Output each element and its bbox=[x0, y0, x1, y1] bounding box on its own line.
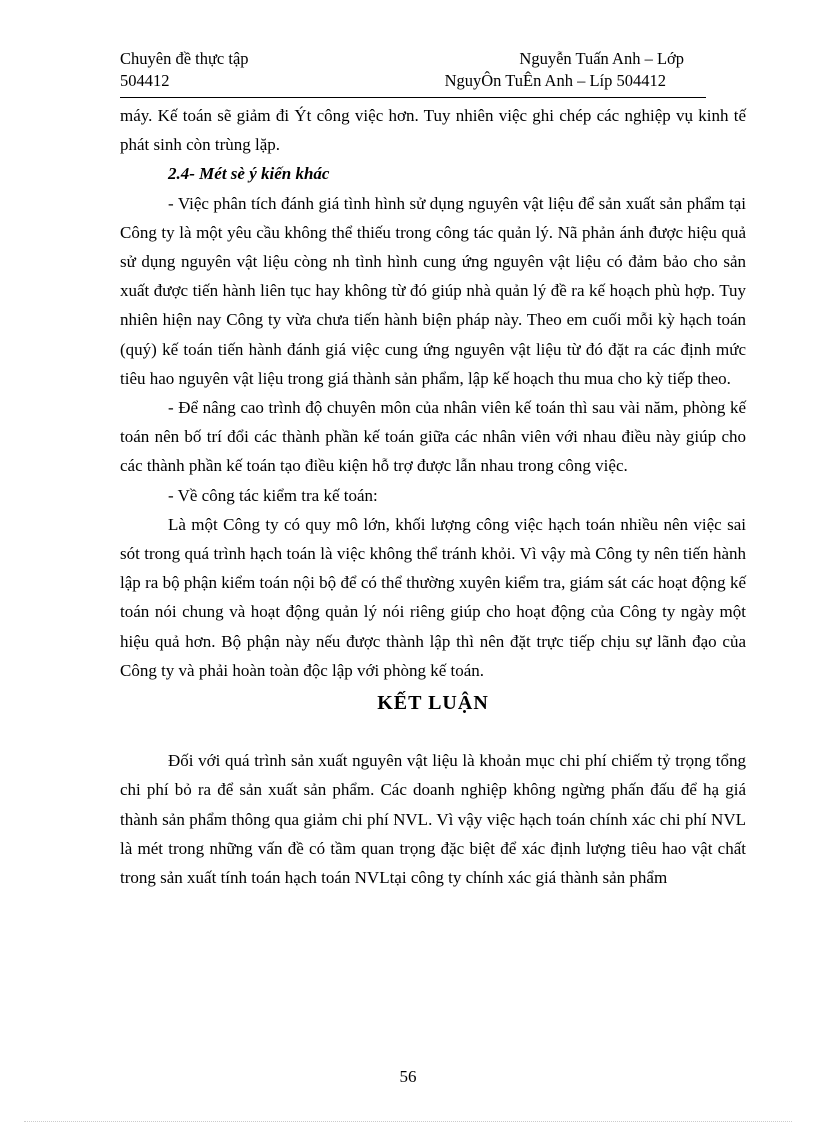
paragraph-material-analysis: - Việc phân tích đánh giá tình hình sử dụng nguyên vật liệu để sản xuất sản phẩm tại Công ty là một yêu cầu không thể thiếu trong công tác quản lý. Nã phản ánh được hiệu quả sử dụng nguyên vật liệu còng nh tình hình cung ứng nguyên vật liệu có đảm bảo cho sản xuất được tiến hành liên tục hay không từ đó giúp nhà quản lý đề ra kế hoạch phù hợp. Tuy nhiên hiện nay Công ty vừa chưa tiến hành biện pháp này. Theo em cuối mỗi kỳ hạch toán (quý) kế toán tiến hành đánh giá việc cung ứng nguyên vật liệu từ đó đặt ra các định mức tiêu hao nguyên vật liệu trong giá thành sản phẩm, lập kế hoạch thu mua cho kỳ tiếp theo. bbox=[120, 193, 746, 388]
header-right-line1: Nguyễn Tuấn Anh – Lớp bbox=[519, 49, 684, 68]
paragraph-internal-audit: Là một Công ty có quy mô lớn, khối lượng công việc hạch toán nhiều nên việc sai sót trong quá trình hạch toán là việc không thể tránh khỏi. Vì vậy mà Công ty nên tiến hành lập ra bộ phận kiểm toán nội bộ để có thể thường xuyên kiểm tra, giám sát các hoạt động kế toán nói chung và hoạt động quản lý nói riêng giúp cho hoạt động của Công ty ngày một hiệu quả hơn. Bộ phận này nếu được thành lập thì nên đặt trực tiếp chịu sự lãnh đạo của Công ty và phải hoàn toàn độc lập với phòng kế toán. bbox=[120, 514, 746, 680]
header-left-line1: Chuyên đề thực tập bbox=[120, 49, 249, 68]
page-header bbox=[120, 48, 706, 92]
header-divider bbox=[120, 97, 706, 98]
page-number: 56 bbox=[399, 1067, 417, 1086]
section-heading: 2.4- Mét sè ý kiến khác bbox=[168, 164, 330, 184]
paragraph-audit-intro: - Về công tác kiểm tra kế toán: bbox=[168, 485, 378, 505]
page-body bbox=[120, 101, 746, 892]
header-left-line2: 504412 bbox=[120, 71, 170, 90]
conclusion-title: KẾT LUẬN bbox=[377, 692, 489, 715]
paragraph-staff-rotation: - Để nâng cao trình độ chuyên môn của nhân viên kế toán thì sau vài năm, phòng kế toán nên bố trí đổi các thành phần kế toán giữa các nhân viên với nhau điều này giúp cho các thành phần kế toán tạo điều kiện hỗ trợ được lẫn nhau trong công việc. bbox=[120, 398, 746, 476]
paragraph-continuation: máy. Kế toán sẽ giảm đi Ýt công việc hơn. Tuy nhiên việc ghi chép các nghiệp vụ kinh tế phát sinh còn trùng lặp. bbox=[120, 106, 746, 155]
header-right-line2: NguyÔn TuÊn Anh – Líp 504412 bbox=[444, 71, 666, 90]
page-bottom-border bbox=[24, 1121, 792, 1122]
paragraph-conclusion: Đối với quá trình sản xuất nguyên vật liệu là khoản mục chi phí chiếm tỷ trọng tổng chi phí bỏ ra để sản xuất sản phẩm. Các doanh nghiệp không ngừng phấn đấu để hạ giá thành sản phẩm thông qua giảm chi phí NVL. Vì vậy việc hạch toán chính xác chi phí NVL là mét trong những vấn đề có tầm quan trọng đặc biệt để xác định lượng tiêu hao vật chất trong sản xuất tính toán hạch toán NVLtại công ty chính xác giá thành sản phẩm bbox=[120, 751, 746, 888]
